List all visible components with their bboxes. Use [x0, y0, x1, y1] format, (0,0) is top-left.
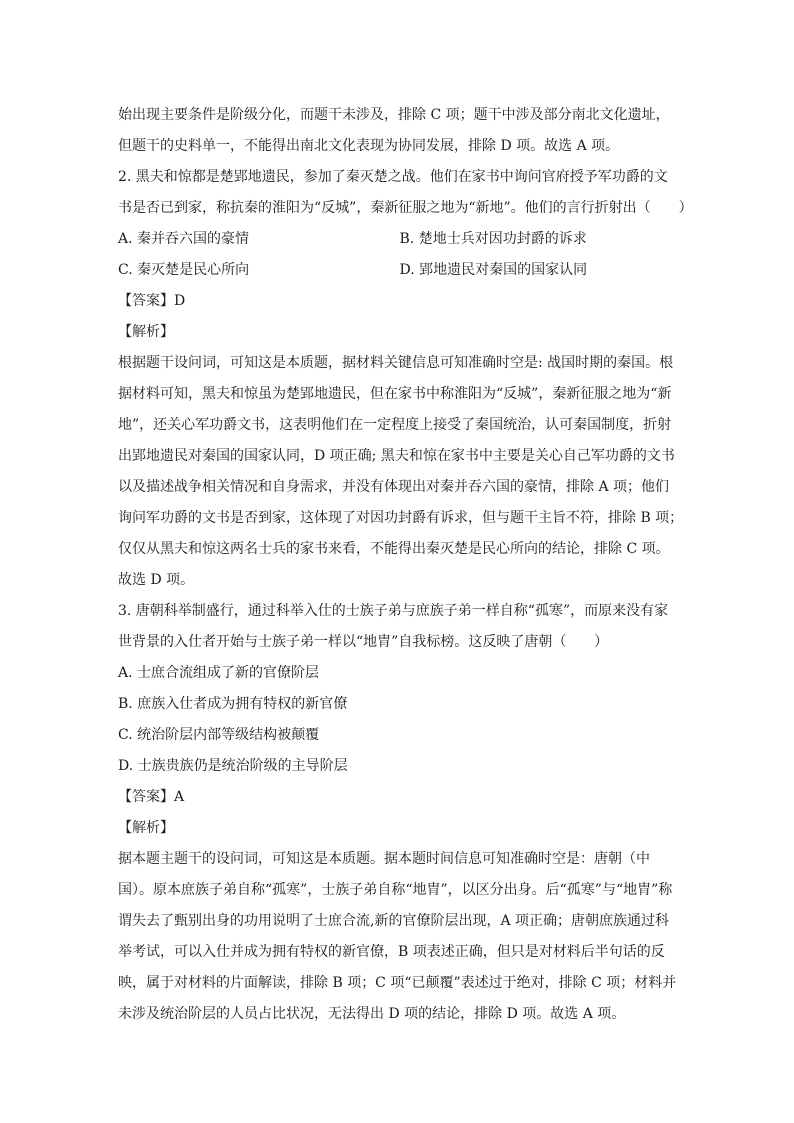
text-line: 始出现主要条件是阶级分化，而题干未涉及，排除 C 项；题干中涉及部分南北文化遗址，	[118, 107, 670, 123]
options-row	[118, 255, 681, 286]
option-a: A. 秦并吞六国的豪情	[118, 231, 250, 247]
analysis-line: 根据题干设问词，可知这是本质题，据材料关键信息可知准确时空是: 战国时期的秦国。根	[118, 355, 674, 371]
analysis-line: 映，属于对材料的片面解读，排除 B 项；C 项“已颠覆”表述过于绝对，排除 C 项；材料并	[118, 975, 677, 991]
analysis-line: 据本题主题干的设问词，可知这是本质题。据本题时间信息可知准确时空是：唐朝（中	[118, 851, 650, 867]
analysis-line: 出郢地遗民对秦国的国家认同，D 项正确; 黑夫和惊在家书中主要是关心自己军功爵的文书	[118, 448, 675, 464]
question-stem-line: 2. 黑夫和惊都是楚郢地遗民，参加了秦灭楚之战。他们在家书中询问官府授予军功爵的文	[118, 169, 668, 185]
question-stem-line: 世背景的入仕者开始与士族子弟一样以“地胄”自我标榜。这反映了唐朝（ ）	[118, 634, 609, 650]
analysis-line: 未涉及统治阶层的人员占比状况，无法得出 D 项的结论，排除 D 项。故选 A 项。	[118, 1006, 626, 1022]
analysis-line: 国）。原本庶族子弟自称“孤寒”，士族子弟自称“地胄”，以区分出身。后“孤寒”与“地胄”称	[118, 882, 673, 898]
option-c: C. 秦灭楚是民心所向	[118, 262, 250, 278]
analysis-label: 【解析】	[118, 820, 174, 836]
options-row	[118, 224, 681, 255]
answer-label: 【答案】A	[118, 789, 185, 805]
option-b: B. 庶族入仕者成为拥有特权的新官僚	[118, 696, 348, 712]
analysis-line: 举考试，可以入仕并成为拥有特权的新官僚，B 项表述正确，但只是对材料后半句话的反	[118, 944, 665, 960]
analysis-line: 故选 D 项。	[118, 572, 195, 588]
analysis-body	[118, 348, 684, 596]
text-line: 但题干的史料单一，不能得出南北文化表现为协同发展，排除 D 项。故选 A 项。	[118, 138, 620, 154]
analysis-line: 据材料可知，黑夫和惊虽为楚郢地遗民，但在家书中称淮阳为“反城”，秦新征服之地为“新	[118, 386, 672, 402]
analysis-line: 以及描述战争相关情况和自身需求，并没有体现出对秦并吞六国的豪情，排除 A 项；他们	[118, 479, 670, 495]
question-stem-line: 3. 唐朝科举制盛行，通过科举入仕的士族子弟与庶族子弟一样自称“孤寒”，而原来没有家	[118, 603, 669, 619]
question-stem-line: 书是否已到家，称抗秦的淮阳为“反城”，秦新征服之地为“新地”。他们的言行折射出（ ）	[118, 200, 693, 216]
analysis-line: 询问军功爵的文书是否到家，这体现了对因功封爵有诉求，但与题干主旨不符，排除 B 项；	[118, 510, 684, 526]
analysis-label: 【解析】	[118, 324, 174, 340]
analysis-line: 地”，还关心军功爵文书，这表明他们在一定程度上接受了秦国统治，认可秦国制度，折射	[118, 417, 672, 433]
analysis-body	[118, 844, 681, 1030]
option-b: B. 楚地士兵对因功封爵的诉求	[399, 231, 587, 247]
option-c: C. 统治阶层内部等级结构被颠覆	[118, 727, 320, 743]
answer-label: 【答案】D	[118, 293, 186, 309]
option-d: D. 士族贵族仍是统治阶级的主导阶层	[118, 758, 348, 774]
analysis-line: 谓失去了甄别出身的功用说明了士庶合流,新的官僚阶层出现，A 项正确；唐朝庶族通过科	[118, 913, 670, 929]
option-d: D. 郢地遗民对秦国的国家认同	[399, 262, 588, 278]
question-3	[118, 596, 681, 1030]
option-a: A. 士庶合流组成了新的官僚阶层	[118, 665, 320, 681]
question-2	[118, 162, 693, 596]
analysis-line: 仅仅从黑夫和惊这两名士兵的家书来看，不能得出秦灭楚是民心所向的结论，排除 C 项。	[118, 541, 670, 557]
intro-analysis	[118, 100, 681, 162]
